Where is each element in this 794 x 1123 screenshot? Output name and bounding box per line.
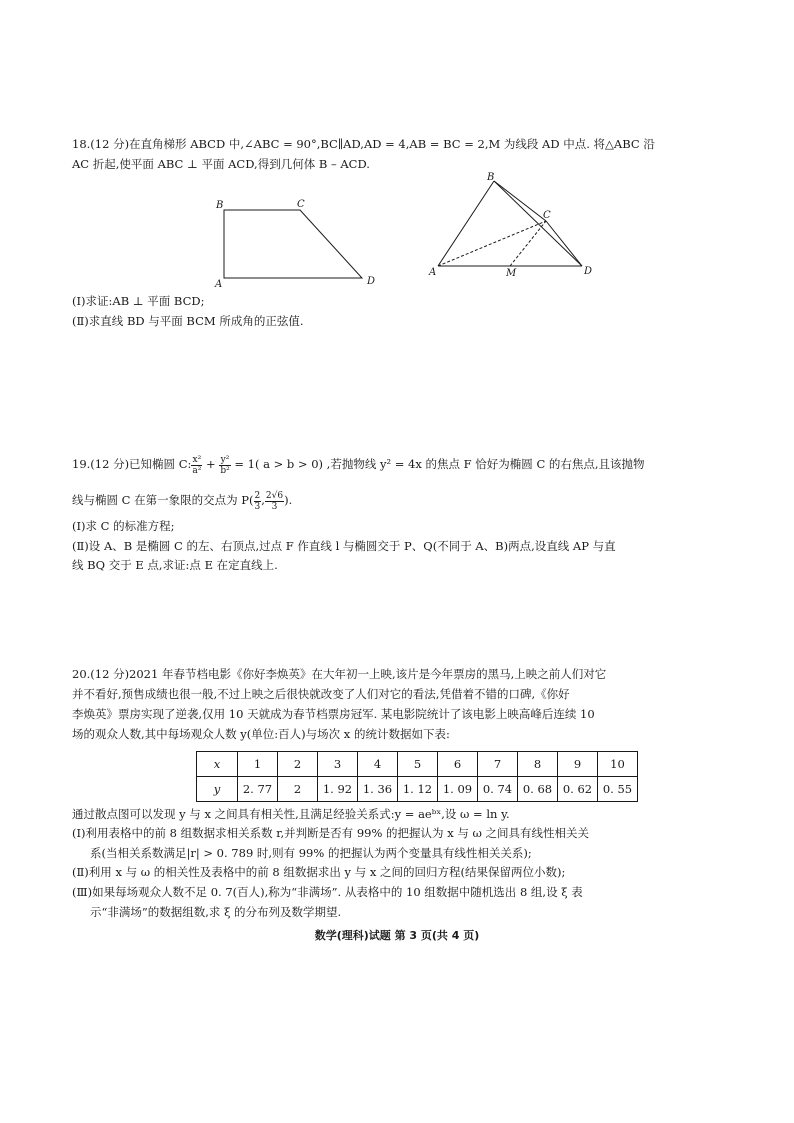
table-row-y [197,777,638,802]
table-cell: 6 [438,752,478,777]
table-cell: 1. 12 [398,777,438,802]
fig2-label-d: D [584,266,593,277]
fig2-label-m: M [506,268,517,279]
tetrahedron-figure [424,170,604,280]
q20-line5: 通过散点图可以发现 y 与 x 之间具有相关性,且满足经验关系式:y = aeᵇˣ,设 ω = ln y. [72,807,510,821]
table-header-x: x [197,752,238,777]
q18-part2: (Ⅱ)求直线 BD 与平面 BCM 所成角的正弦值. [72,314,304,328]
frac-y-num: y² [220,454,230,465]
q19-line1-prefix: 19.(12 分)已知椭圆 C: [72,457,192,471]
table-cell: 0. 68 [518,777,558,802]
q18-part1: (Ⅰ)求证:AB ⊥ 平面 BCD; [72,294,205,308]
q19-part2a: (Ⅱ)设 A、B 是椭圆 C 的左、右顶点,过点 F 作直线 l 与椭圆交于 P、Q(不同于 A、B)两点,设直线 AP 与直 [72,539,616,553]
frac-x-den: a² [192,465,202,476]
point-y-den: 3 [271,501,278,512]
q20-line1: 20.(12 分)2021 年春节档电影《你好李焕英》在大年初一上映,该片是今年票房的黑马,上映之前人们对它 [72,667,607,681]
data-table [196,751,638,802]
q19-line1-suffix: = 1( a > b > 0) ,若抛物线 y² = 4x 的焦点 F 恰好为椭圆 C 的右焦点,且该抛物 [230,457,645,471]
q19-frac-x [191,455,202,476]
table-cell: 4 [358,752,398,777]
trapezoid-figure [205,196,385,288]
fig1-label-b: B [216,200,224,211]
q20-line3: 李焕英》票房实现了逆袭,仅用 10 天就成为春节档票房冠军. 某电影院统计了该电影上映高峰后连续 10 [72,707,595,721]
q19-line2 [72,488,292,512]
q19-line1 [72,453,645,476]
table-cell: 2 [278,777,318,802]
table-cell: 3 [318,752,358,777]
table-cell: 8 [518,752,558,777]
q20-part3b: 示“非满场”的数据组数,求 ξ 的分布列及数学期望. [90,905,342,919]
q18-line2: AC 折起,使平面 ABC ⊥ 平面 ACD,得到几何体 B – ACD. [72,157,370,171]
frac-x-num: x² [192,454,202,465]
point-x-num: 2 [254,490,261,501]
table-row-x [197,752,638,777]
point-y-num: 2√6 [265,490,284,501]
fig1-label-a: A [215,279,223,288]
table-cell: 0. 74 [478,777,518,802]
table-cell: 0. 55 [598,777,638,802]
table-cell: 7 [478,752,518,777]
table-cell: 1. 09 [438,777,478,802]
table-cell: 0. 62 [558,777,598,802]
table-cell: 2 [278,752,318,777]
q19-comma: , [261,493,265,507]
fig2-label-b: B [487,172,495,183]
fig1-label-c: C [297,199,305,210]
frac-y-den: b² [220,465,230,476]
q20-part1a: (Ⅰ)利用表格中的前 8 组数据求相关系数 r,并判断是否有 99% 的把握认为 x 与 ω 之间具有线性相关关 [72,826,590,840]
q19-line2-suffix: ). [284,493,293,507]
q19-plus: + [202,457,220,471]
fig2-label-a: A [429,267,437,278]
q18-line1: 18.(12 分)在直角梯形 ABCD 中,∠ABC = 90°,BC∥AD,AD = 4,AB = BC = 2,M 为线段 AD 中点. 将△ABC 沿 [72,137,655,151]
table-cell: 1 [238,752,278,777]
q19-part1: (Ⅰ)求 C 的标准方程; [72,519,175,533]
q20-line2: 并不看好,预售成绩也很一般,不过上映之后很快就改变了人们对它的看法,凭借着不错的口碑,《你好 [72,687,570,701]
point-x-den: 3 [254,501,261,512]
q20-part1b: 系(当相关系数满足|r| > 0. 789 时,则有 99% 的把握认为两个变量具有线性相关关系); [90,846,532,860]
q19-line2-prefix: 线与椭圆 C 在第一象限的交点为 P( [72,493,254,507]
table-cell: 9 [558,752,598,777]
table-cell: 1. 36 [358,777,398,802]
table-header-y: y [197,777,238,802]
q20-part2: (Ⅱ)利用 x 与 ω 的相关性及表格中的前 8 组数据求出 y 与 x 之间的回归方程(结果保留两位小数); [72,865,566,879]
table-cell: 2. 77 [238,777,278,802]
table-cell: 1. 92 [318,777,358,802]
q20-part3a: (Ⅲ)如果每场观众人数不足 0. 7(百人),称为“非满场”. 从表格中的 10 组数据中随机选出 8 组,设 ξ 表 [72,885,583,899]
table-cell: 10 [598,752,638,777]
q19-frac-y [219,455,230,476]
fig2-label-c: C [543,210,551,221]
table-cell: 5 [398,752,438,777]
page-footer: 数学(理科)试题 第 3 页(共 4 页) [314,929,480,942]
q20-line4: 场的观众人数,其中每场观众人数 y(单位:百人)与场次 x 的统计数据如下表: [72,727,450,741]
q19-part2b: 线 BQ 交于 E 点,求证:点 E 在定直线上. [72,558,278,572]
q19-point-y [265,491,284,512]
fig1-label-d: D [367,276,376,287]
